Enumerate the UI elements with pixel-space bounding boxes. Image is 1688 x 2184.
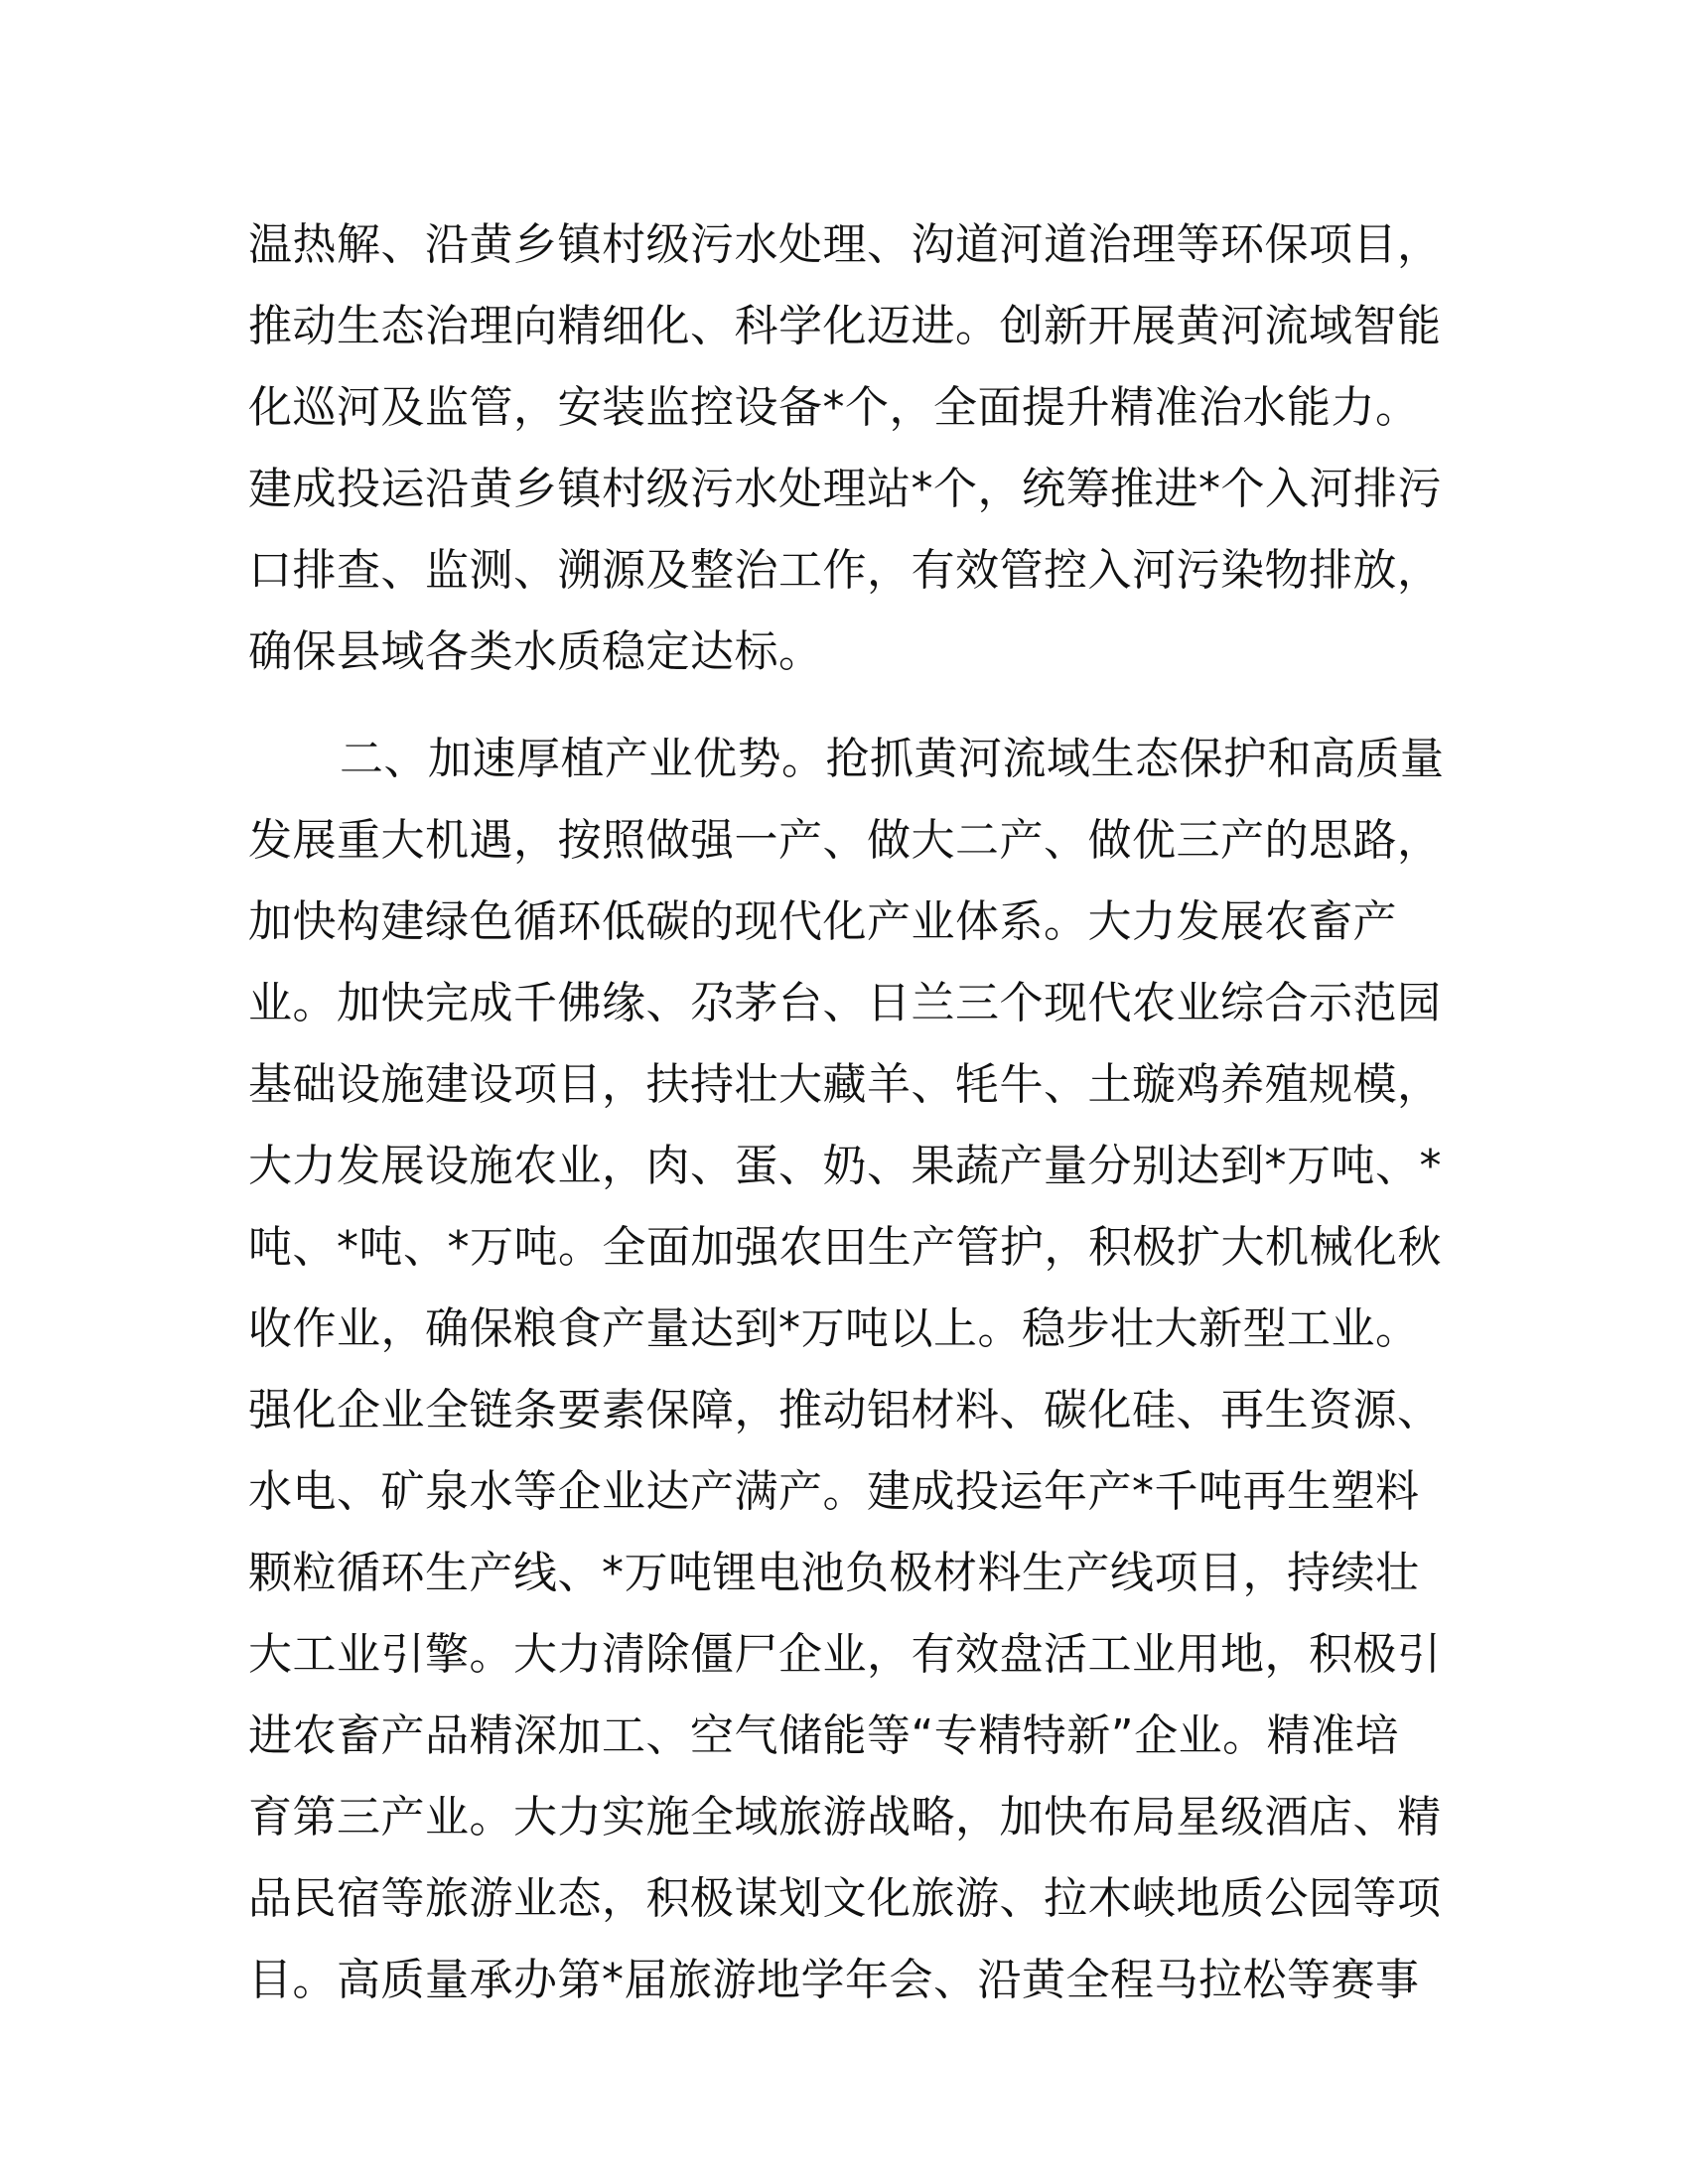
text-line-first-indented: 二、加速厚植产业优势。抢抓黄河流域生态保护和高质量 <box>340 734 1445 784</box>
text-line: 目。高质量承办第*届旅游地学年会、沿黄全程马拉松等赛事 <box>248 1955 1420 2005</box>
text-line: 吨、*吨、*万吨。全面加强农田生产管护，积极扩大机械化秋 <box>248 1222 1442 1273</box>
text-line: 口排查、监测、溯源及整治工作，有效管控入河污染物排放， <box>248 545 1442 596</box>
paragraph-1 <box>248 205 1440 693</box>
text-line: 推动生态治理向精细化、科学化迈进。创新开展黄河流域智能 <box>248 301 1442 351</box>
text-line: 确保县域各类水质稳定达标。 <box>248 626 823 677</box>
text-line: 化巡河及监管，安装监控设备*个，全面提升精准治水能力。 <box>248 382 1420 433</box>
text-line: 水电、矿泉水等企业达产满产。建成投运年产*千吨再生塑料 <box>248 1466 1420 1517</box>
text-line: 建成投运沿黄乡镇村级污水处理站*个，统筹推进*个入河排污 <box>248 464 1442 514</box>
text-line: 育第三产业。大力实施全域旅游战略，加快布局星级酒店、精 <box>248 1792 1442 1843</box>
text-line: 颗粒循环生产线、*万吨锂电池负极材料生产线项目，持续壮 <box>248 1548 1420 1598</box>
text-line: 进农畜产品精深加工、空气储能等“专精特新”企业。精准培 <box>248 1710 1400 1761</box>
text-line: 温热解、沿黄乡镇村级污水处理、沟道河道治理等环保项目， <box>248 219 1442 270</box>
body-text <box>248 205 1445 2021</box>
text-line: 收作业，确保粮食产量达到*万吨以上。稳步壮大新型工业。 <box>248 1303 1420 1354</box>
text-line: 发展重大机遇，按照做强一产、做大二产、做优三产的思路， <box>248 815 1442 866</box>
text-line: 强化企业全链条要素保障，推动铝材料、碳化硅、再生资源、 <box>248 1385 1442 1435</box>
paragraph-2 <box>248 719 1445 2021</box>
text-line: 大力发展设施农业，肉、蛋、奶、果蔬产量分别达到*万吨、* <box>248 1141 1442 1191</box>
paragraph-spacer <box>248 693 1440 719</box>
text-line: 大工业引擎。大力清除僵尸企业，有效盘活工业用地，积极引 <box>248 1629 1442 1680</box>
text-line: 业。加快完成千佛缘、尕茅台、日兰三个现代农业综合示范园 <box>248 978 1442 1028</box>
text-line: 加快构建绿色循环低碳的现代化产业体系。大力发展农畜产 <box>248 896 1397 947</box>
text-line: 基础设施建设项目，扶持壮大藏羊、牦牛、土璇鸡养殖规模， <box>248 1059 1442 1110</box>
text-line: 品民宿等旅游业态，积极谋划文化旅游、拉木峡地质公园等项 <box>248 1873 1442 1924</box>
